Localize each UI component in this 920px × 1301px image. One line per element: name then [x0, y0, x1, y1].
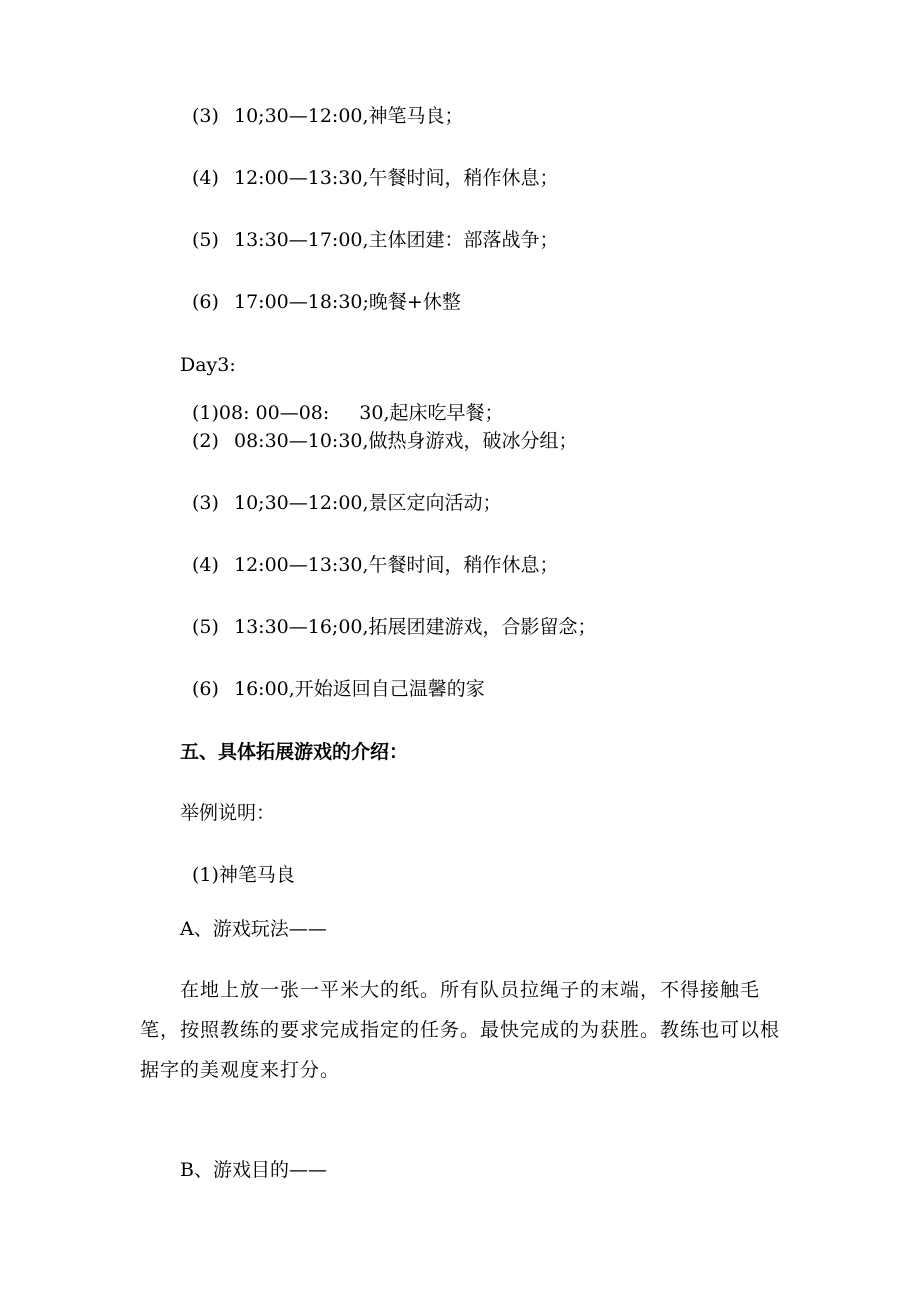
schedule-item [192, 615, 597, 639]
schedule-item [192, 677, 485, 701]
item-text-end: 30,起床吃早餐； [359, 402, 504, 424]
gameplay-paragraph: 在地上放一张一平米大的纸。所有队员拉绳子的末端，不得接触毛笔，按照教练的要求完成指定的任务。最快完成的为获胜。教练也可以根据字的美观度来打分。 [140, 979, 781, 1081]
item-number: (5) [192, 616, 219, 638]
item-number: (3) [192, 105, 219, 127]
item-text: 17:00—18:30;晚餐+休整 [234, 291, 461, 313]
schedule-item [192, 228, 559, 252]
schedule-item [192, 104, 464, 128]
item-number: (6) [192, 291, 219, 313]
purpose-heading: B、游戏目的—— [180, 1159, 327, 1181]
item-text: 12:00—13:30,午餐时间，稍作休息； [234, 554, 559, 576]
item-number: (5) [192, 229, 219, 251]
item-number: (6) [192, 678, 219, 700]
item-number: (4) [192, 554, 219, 576]
item-number: (4) [192, 167, 219, 189]
item-number: (3) [192, 492, 219, 514]
item-text: 16:00,开始返回自己温馨的家 [234, 678, 485, 700]
schedule-item [192, 166, 559, 190]
item-text: 10;30—12:00,景区定向活动； [234, 492, 502, 514]
schedule-item [192, 429, 578, 453]
schedule-item [192, 553, 559, 577]
gameplay-heading: A、游戏玩法—— [180, 918, 327, 940]
item-text-start: (1)08: 00—08: [192, 402, 330, 424]
item-number: (2) [192, 430, 219, 452]
day3-title: Day3: [180, 354, 236, 376]
item-text: 08:30—10:30,做热身游戏，破冰分组； [234, 430, 578, 452]
section-heading: 五、具体拓展游戏的介绍： [180, 741, 409, 763]
schedule-item [192, 290, 461, 314]
schedule-item [192, 401, 504, 425]
schedule-item [192, 491, 502, 515]
game-title: (1)神笔马良 [192, 864, 295, 886]
item-text: 10;30—12:00,神笔马良； [234, 105, 464, 127]
item-text: 12:00—13:30,午餐时间，稍作休息； [234, 167, 559, 189]
item-text: 13:30—16;00,拓展团建游戏，合影留念； [234, 616, 597, 638]
example-label: 举例说明： [180, 802, 276, 824]
item-text: 13:30—17:00,主体团建：部落战争； [234, 229, 559, 251]
